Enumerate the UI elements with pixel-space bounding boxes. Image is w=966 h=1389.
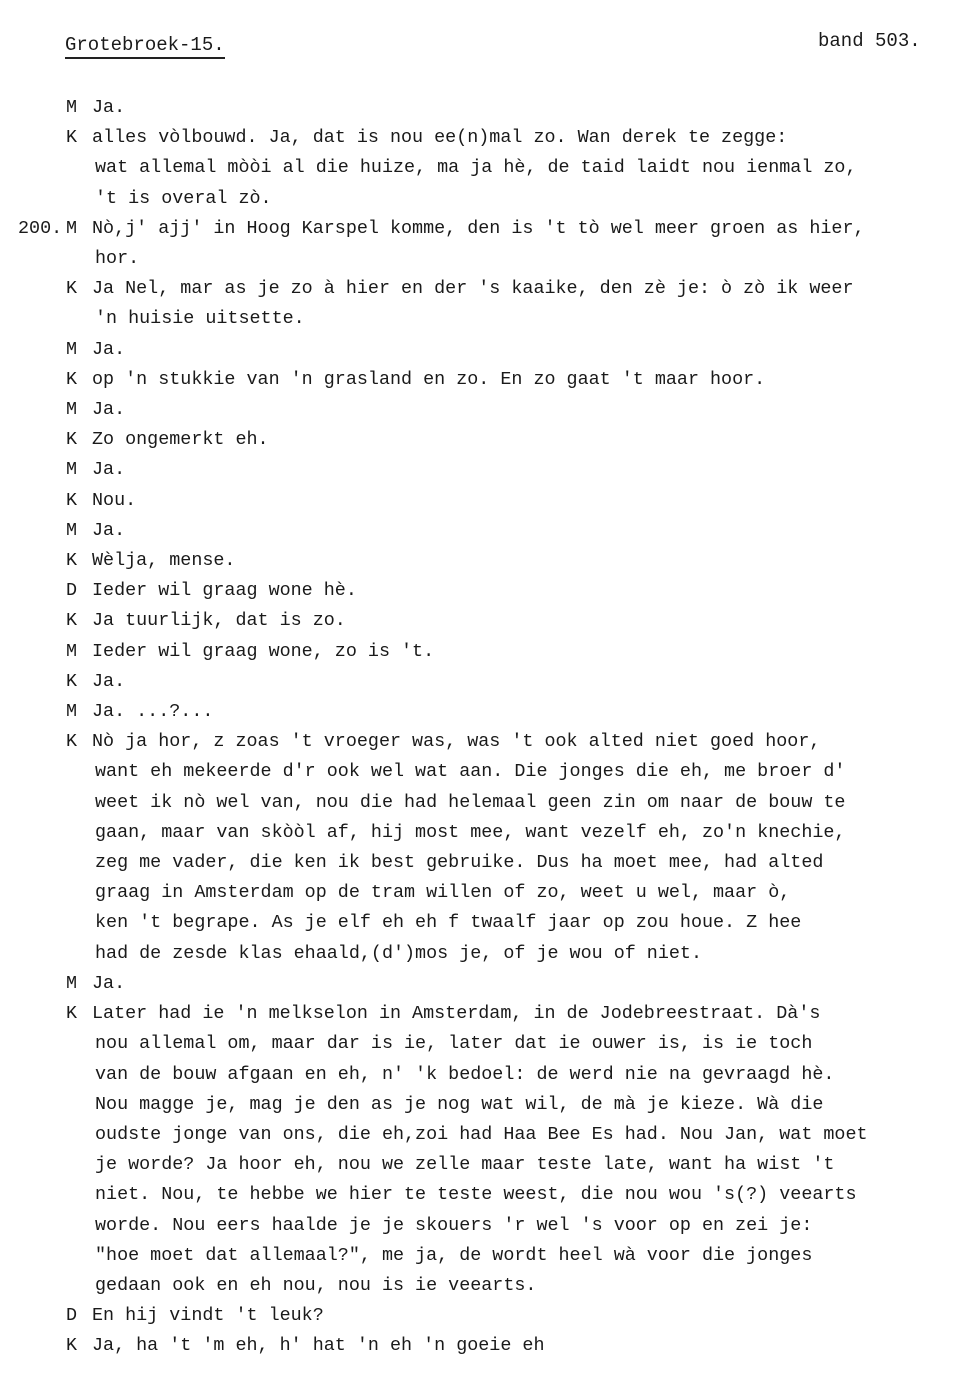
- utterance-line: Ja.: [92, 459, 126, 481]
- utterance: [0, 425, 966, 455]
- utterance-line: Ja Nel, mar as je zo à hier en der 's kaaike, den zè je: ò zò ik weer: [92, 278, 854, 300]
- utterance-line: Ja.: [92, 972, 126, 994]
- utterance: [0, 546, 966, 576]
- speaker-label: K: [66, 278, 78, 300]
- utterance-line: Nou magge je, mag je den as je nog wat wil, de mà je kieze. Wà die: [95, 1093, 824, 1115]
- speaker-label: K: [66, 1335, 78, 1357]
- utterance-line: op 'n stukkie van 'n grasland en zo. En zo gaat 't maar hoor.: [92, 368, 766, 390]
- utterance: [0, 274, 966, 334]
- utterance-line: Ja.: [92, 670, 126, 692]
- utterance: [0, 123, 966, 214]
- utterance: [0, 455, 966, 485]
- utterance-line: worde. Nou eers haalde je je skouers 'r wel 's voor op en zei je:: [95, 1214, 813, 1236]
- utterance-line: niet. Nou, te hebbe we hier te teste weest, die nou wou 's(?) veearts: [95, 1184, 857, 1206]
- speaker-label: M: [66, 640, 78, 662]
- utterance-line: had de zesde klas ehaald,(d')mos je, of je wou of niet.: [95, 942, 702, 964]
- speaker-label: K: [66, 731, 78, 753]
- utterance-line: Ja.: [92, 97, 126, 118]
- utterance: [0, 697, 966, 727]
- utterance-line: wat allemal mòòi al die huize, ma ja hè, de taid laidt nou ienmal zo,: [95, 157, 857, 179]
- speaker-label: M: [66, 519, 78, 541]
- utterance-line: alles vòlbouwd. Ja, dat is nou ee(n)mal zo. Wan derek te zegge:: [92, 127, 788, 149]
- utterance-line: Nò,j' ajj' in Hoog Karspel komme, den is 't tò wel meer groen as hier,: [92, 217, 865, 239]
- utterance: [0, 667, 966, 697]
- utterance: [0, 335, 966, 365]
- utterance-line: Nou.: [92, 489, 137, 511]
- utterance-line: zeg me vader, die ken ik best gebruike. Dus ha moet mee, had alted: [95, 852, 824, 874]
- speaker-label: M: [66, 97, 78, 118]
- utterance: [0, 637, 966, 667]
- speaker-label: D: [66, 1305, 78, 1327]
- utterance-line: Ieder wil graag wone hè.: [92, 580, 357, 602]
- utterance: [0, 93, 966, 123]
- utterance-line: Later had ie 'n melkselon in Amsterdam, in de Jodebreestraat. Dà's: [92, 1003, 821, 1025]
- utterance-line: graag in Amsterdam op de tram willen of zo, weet u wel, maar ò,: [95, 882, 791, 904]
- utterance-line: want eh mekeerde d'r ook wel wat aan. Die jonges die eh, me broer d': [95, 761, 846, 783]
- utterance: [0, 1331, 966, 1361]
- utterance: [0, 576, 966, 606]
- utterance: [0, 1301, 966, 1331]
- speaker-label: M: [66, 217, 78, 239]
- utterance-line: nou allemal om, maar dar is ie, later dat ie ouwer is, is ie toch: [95, 1033, 813, 1055]
- utterance-line: Ja tuurlijk, dat is zo.: [92, 610, 346, 632]
- utterance-line: hor.: [95, 248, 140, 270]
- speaker-label: K: [66, 489, 78, 511]
- utterance-line: gaan, maar van skòòl af, hij most mee, want vezelf eh, zo'n knechie,: [95, 821, 846, 843]
- speaker-label: K: [66, 1003, 78, 1025]
- utterance-line: je worde? Ja hoor eh, nou we zelle maar teste late, want ha wist 't: [95, 1154, 835, 1176]
- utterance-line: Ja.: [92, 399, 126, 421]
- speaker-label: K: [66, 550, 78, 572]
- utterance-line: Wèlja, mense.: [92, 550, 236, 572]
- speaker-label: K: [66, 127, 78, 149]
- utterance: [0, 727, 966, 969]
- speaker-label: M: [66, 701, 78, 723]
- speaker-label: K: [66, 610, 78, 632]
- utterance: [0, 486, 966, 516]
- utterance-line: Nò ja hor, z zoas 't vroeger was, was 't ook alted niet goed hoor,: [92, 731, 821, 753]
- utterance-line: Ja.: [92, 338, 126, 360]
- utterance: [0, 395, 966, 425]
- utterance-line: Ieder wil graag wone, zo is 't.: [92, 640, 435, 662]
- speaker-label: K: [66, 429, 78, 451]
- document-title: Grotebroek-15.: [65, 34, 225, 59]
- utterance-line: Zo ongemerkt eh.: [92, 429, 269, 451]
- utterance: [0, 516, 966, 546]
- utterance-line: van de bouw afgaan en eh, n' 'k bedoel: de werd nie na gevraagd hè.: [95, 1063, 835, 1085]
- speaker-label: M: [66, 338, 78, 360]
- speaker-label: D: [66, 580, 78, 602]
- utterance: [0, 214, 966, 274]
- utterance-line: ken 't begrape. As je elf eh eh f twaalf jaar op zou houe. Z hee: [95, 912, 802, 934]
- speaker-label: M: [66, 459, 78, 481]
- utterance-line: oudste jonge van ons, die eh,zoi had Haa Bee Es had. Nou Jan, wat moet: [95, 1123, 868, 1145]
- utterance-line: Ja, ha 't 'm eh, h' hat 'n eh 'n goeie eh: [92, 1335, 545, 1357]
- tape-reference: band 503.: [818, 30, 921, 52]
- utterance-line: En hij vindt 't leuk?: [92, 1305, 324, 1327]
- speaker-label: K: [66, 368, 78, 390]
- utterance: [0, 969, 966, 999]
- utterance-line: gedaan ook en eh nou, nou is ie veearts.: [95, 1274, 537, 1296]
- utterance: [0, 999, 966, 1301]
- utterance-line: weet ik nò wel van, nou die had helemaal geen zin om naar de bouw te: [95, 791, 846, 813]
- speaker-label: M: [66, 399, 78, 421]
- utterance: [0, 365, 966, 395]
- utterance-line: Ja. ...?...: [92, 701, 214, 723]
- utterance-line: Ja.: [92, 519, 126, 541]
- transcript: [0, 93, 966, 1362]
- line-number: 200.: [18, 217, 63, 239]
- utterance-line: "hoe moet dat allemaal?", me ja, de wordt heel wà voor die jonges: [95, 1244, 813, 1266]
- utterance-line: 'n huisie uitsette.: [95, 308, 305, 330]
- speaker-label: K: [66, 670, 78, 692]
- speaker-label: M: [66, 972, 78, 994]
- utterance: [0, 606, 966, 636]
- utterance-line: 't is overal zò.: [95, 187, 272, 209]
